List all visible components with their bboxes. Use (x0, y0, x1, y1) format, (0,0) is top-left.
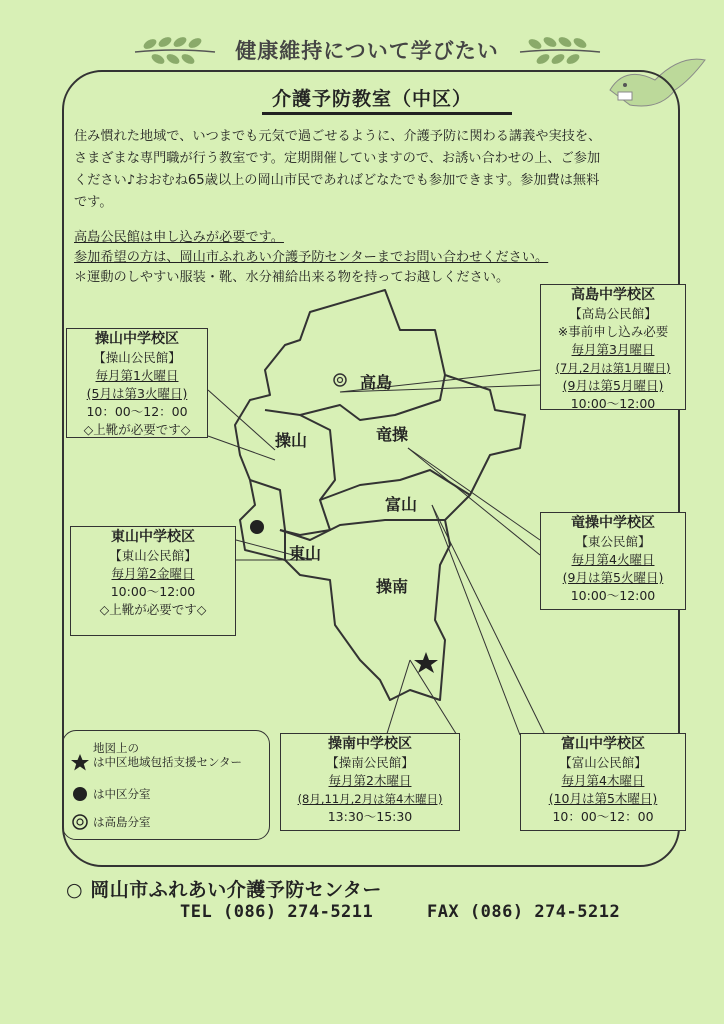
school-schedule: 毎月第2金曜日 (111, 566, 195, 581)
school-schedule: 毎月第3月曜日 (571, 342, 655, 357)
school-exception: (9月は第5月曜日) (562, 378, 664, 393)
school-schedule: 毎月第4木曜日 (561, 773, 645, 788)
school-schedule: 毎月第4火曜日 (571, 552, 655, 567)
school-exception: (9月は第5火曜日) (562, 570, 664, 585)
legend-dot-icon (71, 785, 89, 803)
leader-line (408, 448, 540, 540)
school-name: 操南中学校区 (328, 736, 412, 752)
leader-line (410, 660, 460, 740)
support-center-star-icon (414, 652, 438, 673)
area-label-misao: 操山 (275, 431, 308, 450)
school-time: 13:30～15:30 (327, 809, 413, 824)
school-name: 竜操中学校区 (571, 515, 655, 531)
school-name: 高島中学校区 (571, 287, 655, 303)
school-box-higashiyama (70, 526, 236, 636)
school-venue: 【東山公民館】 (109, 548, 197, 563)
legend-star-icon (71, 753, 89, 771)
school-name: 東山中学校区 (111, 529, 195, 545)
school-venue: 【操南公民館】 (326, 755, 414, 770)
tel-number: (086) 274-5211 (222, 902, 374, 922)
naka-branch-icon (250, 520, 264, 534)
legend-star-line2: は中区地域包括支援センター (93, 755, 243, 769)
area-label-higashiyama: 東山 (289, 544, 322, 563)
school-time: 10:00～12:00 (570, 396, 656, 411)
intro-line: 住み慣れた地域で、いつまでも元気で過ごせるように、介護予防に関わる講義や実技を、 (74, 129, 602, 144)
school-name: 富山中学校区 (561, 736, 645, 752)
legend-double-circle-icon (71, 813, 89, 831)
school-schedule: 毎月第2木曜日 (328, 773, 412, 788)
legend-star-line1: 地図上の (93, 741, 139, 755)
header-title: 健康維持について学びたい (235, 39, 499, 63)
map-legend (62, 730, 270, 840)
school-exception: (5月は第3火曜日) (86, 386, 188, 401)
map-border-sounan (280, 520, 445, 540)
school-note: ◇上靴が必要です◇ (83, 422, 191, 437)
school-exception: (10月は第5木曜日) (548, 791, 658, 806)
area-label-tomiyama: 富山 (385, 495, 418, 514)
school-exception: (7月,2月は第1月曜日) (555, 361, 671, 375)
leader-line (208, 390, 275, 450)
intro-line: ください♪おおむね65歳以上の岡山市民であればどなたでも参加できます。参加費は無料 (74, 173, 600, 188)
school-time: 10:00～12:00 (110, 584, 196, 599)
school-venue: 【高島公民館】 (569, 306, 657, 321)
area-label-tatsumisao: 竜操 (376, 425, 409, 444)
legend-dot-text: は中区分室 (93, 787, 151, 801)
intro-line: さまざまな専門職が行う教室です。定期開催していますので、お誘い合わせの上、ご参加 (74, 151, 601, 166)
school-venue: 【操山公民館】 (93, 350, 181, 365)
school-box-misao (66, 328, 208, 438)
page-title: 介護予防教室（中区） (272, 88, 473, 110)
school-box-sounan (280, 733, 460, 831)
school-schedule: 毎月第1火曜日 (95, 368, 179, 383)
school-note: ※事前申し込み必要 (557, 324, 669, 339)
fax-number: (086) 274-5212 (469, 902, 621, 922)
school-time: 10：00～12：00 (552, 809, 654, 824)
contact-info (180, 902, 620, 922)
note-contact: 参加希望の方は、岡山市ふれあい介護予防センターまでお問い合わせください。 (74, 250, 549, 265)
legend-double-circle-text: は高島分室 (93, 815, 151, 829)
school-exception: (8月,11月,2月は第4木曜日) (297, 792, 443, 806)
school-venue: 【富山公民館】 (559, 755, 647, 770)
map-outline (235, 290, 525, 700)
area-label-sounan: 操南 (376, 577, 409, 596)
school-box-tomiyama (520, 733, 686, 831)
note-clothing: ＊運動のしやすい服装・靴、水分補給出来る物を持ってお越しください。 (74, 270, 510, 285)
takashima-branch-icon (334, 374, 346, 386)
fax-label: FAX (426, 902, 460, 922)
leader-line (432, 505, 545, 735)
note-registration: 高島公民館は申し込みが必要です。 (74, 230, 284, 245)
map-border-takashima (265, 375, 445, 420)
leader-line (385, 660, 410, 740)
area-label-takashima: 高島 (360, 373, 393, 392)
leader-line (432, 505, 520, 735)
school-box-takashima (540, 284, 686, 410)
school-time: 10：00～12：00 (86, 404, 188, 419)
tel-label: TEL (180, 902, 213, 922)
school-name: 操山中学校区 (95, 331, 179, 347)
center-name: ○ 岡山市ふれあい介護予防センター (66, 879, 382, 901)
intro-line: です。 (74, 195, 113, 210)
leader-line (408, 448, 540, 555)
school-box-tatsumisao (540, 512, 686, 610)
school-time: 10:00～12:00 (570, 588, 656, 603)
school-venue: 【東公民館】 (575, 534, 651, 549)
school-note: ◇上靴が必要です◇ (99, 602, 207, 617)
